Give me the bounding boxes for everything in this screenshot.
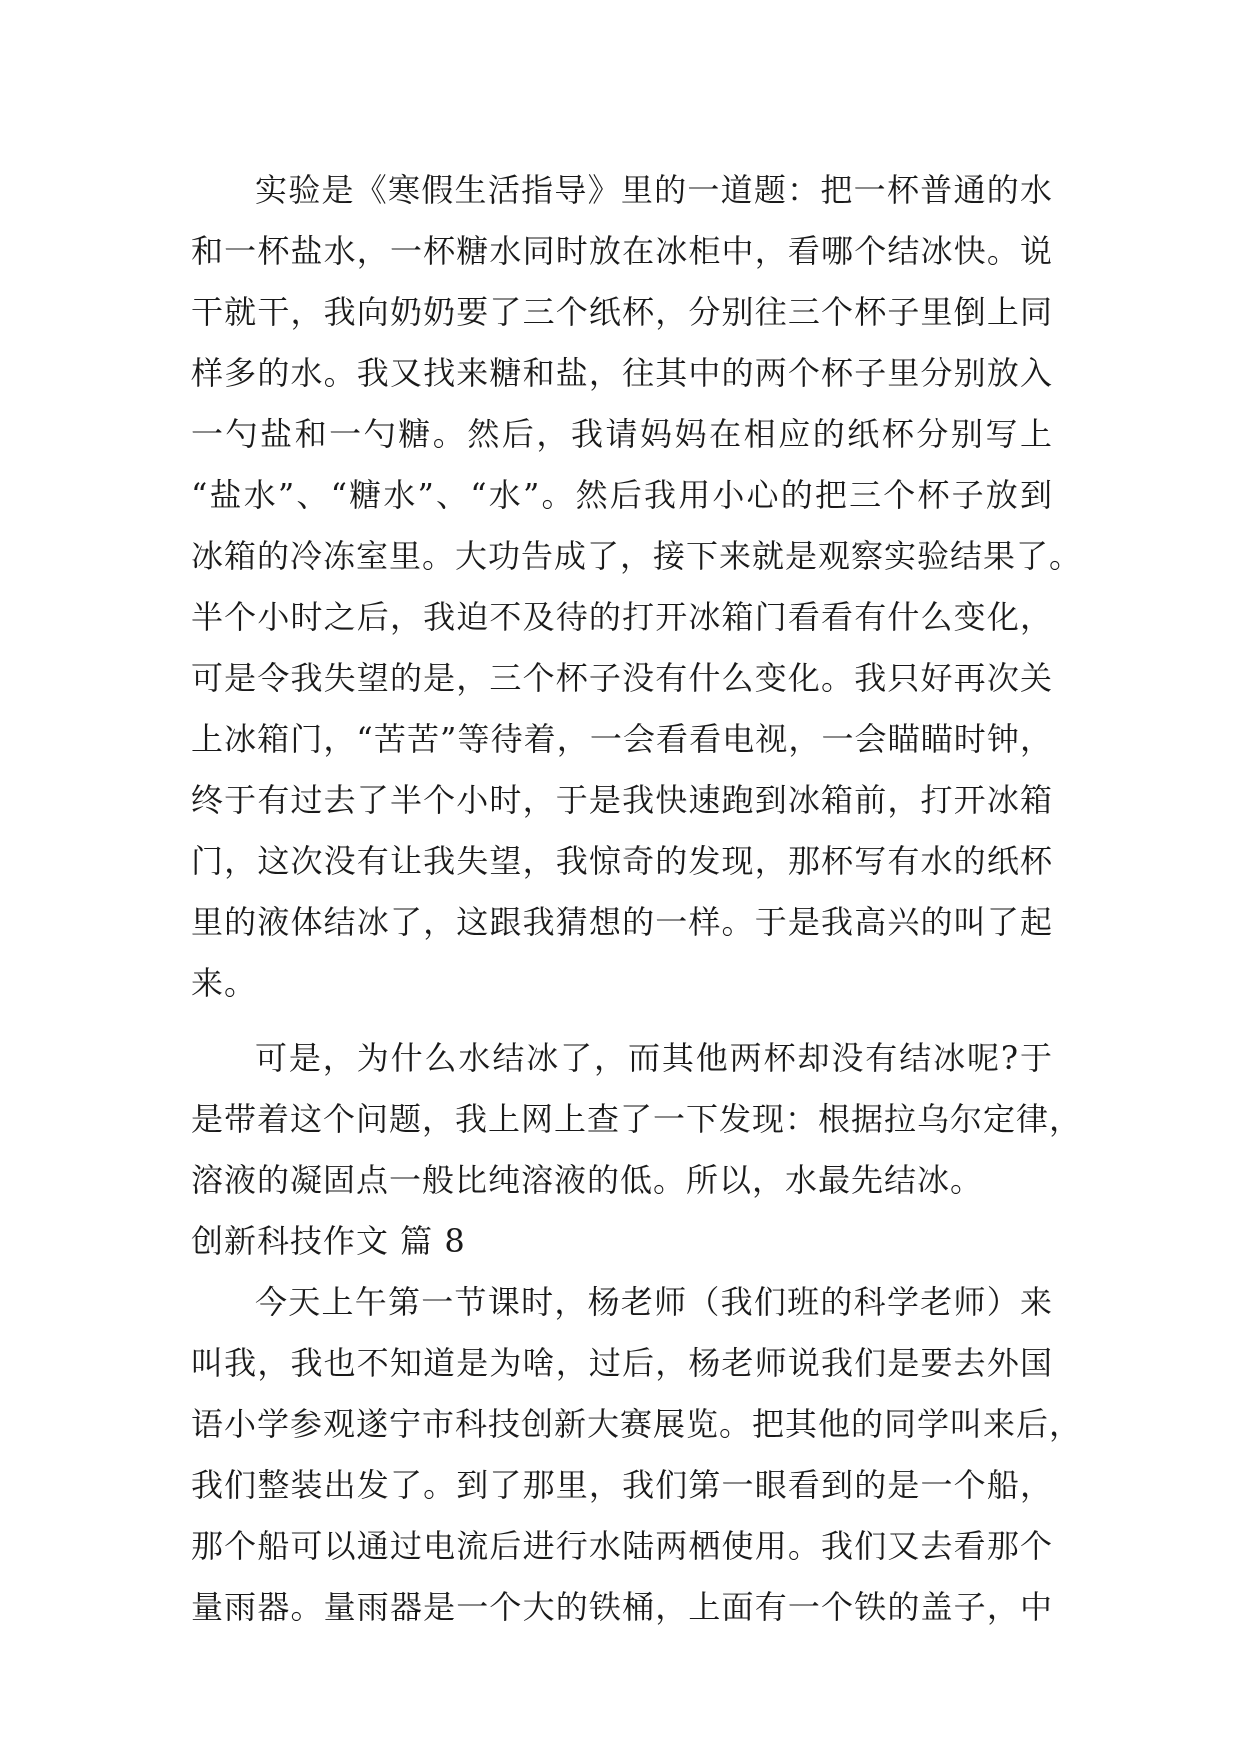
paragraph-line: 今天上午第一节课时，杨老师（我们班的科学老师）来 [255, 1283, 1053, 1321]
paragraph-line: 来。 [191, 964, 258, 1002]
paragraph-line: 终于有过去了半个小时，于是我快速跑到冰箱前，打开冰箱 [191, 781, 1053, 819]
paragraph-line: 和一杯盐水，一杯糖水同时放在冰柜中，看哪个结冰快。说 [191, 232, 1053, 270]
paragraph-line: 上冰箱门，“苦苦”等待着，一会看看电视，一会瞄瞄时钟， [191, 720, 1053, 758]
paragraph-line: 可是令我失望的是，三个杯子没有什么变化。我只好再次关 [191, 659, 1053, 697]
paragraph-line: 量雨器。量雨器是一个大的铁桶，上面有一个铁的盖子，中 [191, 1588, 1053, 1626]
paragraph-line: 我们整装出发了。到了那里，我们第一眼看到的是一个船， [191, 1466, 1053, 1504]
paragraph-1 [191, 160, 1083, 1014]
paragraph-line: 那个船可以通过电流后进行水陆两栖使用。我们又去看那个 [191, 1527, 1053, 1565]
paragraph-line: 半个小时之后，我迫不及待的打开冰箱门看看有什么变化， [191, 598, 1053, 636]
paragraph-3 [191, 1272, 1083, 1638]
paragraph-line: 冰箱的冷冻室里。大功告成了，接下来就是观察实验结果了。 [191, 537, 1083, 575]
paragraph-line: 样多的水。我又找来糖和盐，往其中的两个杯子里分别放入 [191, 354, 1053, 392]
paragraph-line: 实验是《寒假生活指导》里的一道题：把一杯普通的水 [255, 171, 1053, 209]
paragraph-2 [191, 1028, 1083, 1211]
paragraph-spacer [191, 1014, 1053, 1028]
paragraph-line: 语小学参观遂宁市科技创新大赛展览。把其他的同学叫来后， [191, 1405, 1083, 1443]
article-body [191, 160, 1083, 1638]
paragraph-line: 里的液体结冰了，这跟我猜想的一样。于是我高兴的叫了起 [191, 903, 1053, 941]
paragraph-line: 门，这次没有让我失望，我惊奇的发现，那杯写有水的纸杯 [191, 842, 1053, 880]
paragraph-line: 可是，为什么水结冰了，而其他两杯却没有结冰呢?于 [255, 1039, 1053, 1077]
paragraph-line: 干就干，我向奶奶要了三个纸杯，分别往三个杯子里倒上同 [191, 293, 1053, 331]
paragraph-line: “盐水”、“糖水”、“水”。然后我用小心的把三个杯子放到 [191, 476, 1053, 514]
paragraph-line: 叫我，我也不知道是为啥，过后，杨老师说我们是要去外国 [191, 1344, 1053, 1382]
section-heading: 创新科技作文 篇 8 [191, 1222, 466, 1260]
paragraph-line: 是带着这个问题，我上网上查了一下发现：根据拉乌尔定律， [191, 1100, 1083, 1138]
paragraph-line: 一勺盐和一勺糖。然后，我请妈妈在相应的纸杯分别写上 [191, 415, 1053, 453]
paragraph-line: 溶液的凝固点一般比纯溶液的低。所以，水最先结冰。 [191, 1161, 984, 1199]
